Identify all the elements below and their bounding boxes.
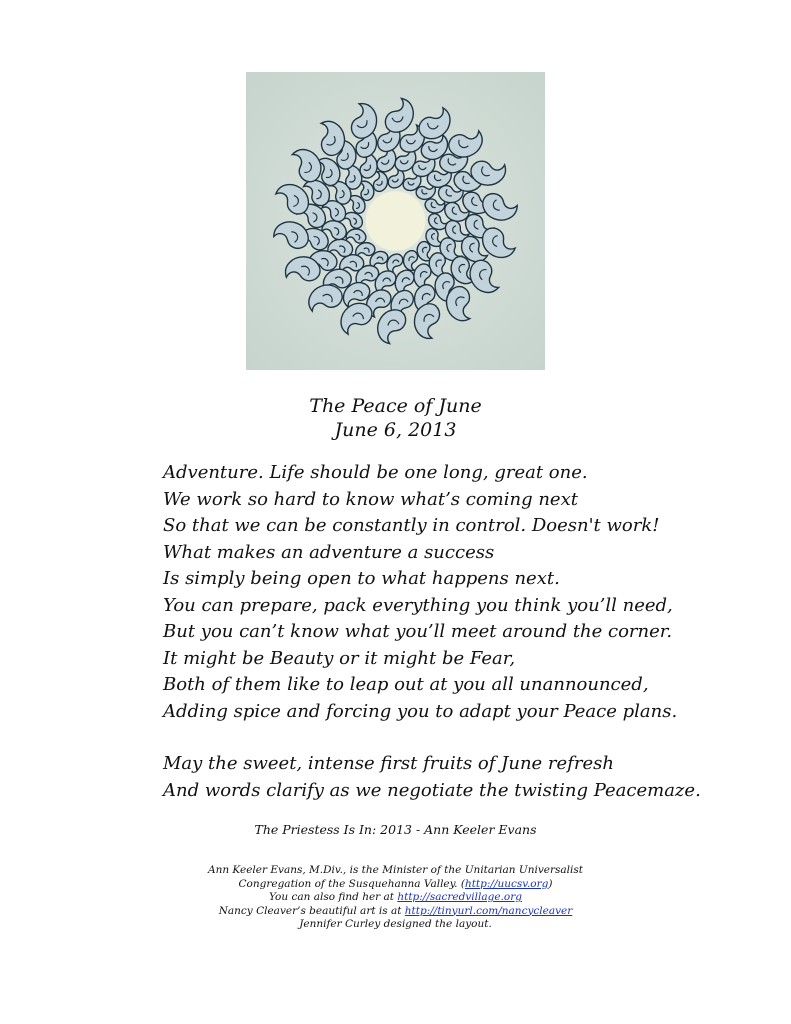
paisley-outer [375,307,408,346]
poem-line: Both of them like to leap out at you all unannounced, [163,674,649,695]
credit-layout: Jennifer Curley designed the layout. [299,918,492,930]
poem-line: Is simply being open to what happens next. [163,568,560,589]
paisley-outer [384,96,417,135]
poem-line: But you can’t know what you’ll meet around the corner. [163,621,673,642]
credit-sacredvillage [0,891,791,905]
nancycleaver-link[interactable]: http://tinyurl.com/nancycleaver [404,904,573,917]
poem-body [163,460,763,830]
poem-line: May the sweet, intense first fruits of June refresh [163,753,614,774]
credit-minister: Ann Keeler Evans, M.Div., is the Minister of the Unitarian Universalist [207,864,583,876]
credit-congregation-close: ) [548,877,553,890]
poem-line: Adding spice and forcing you to adapt your Peace plans. [163,700,678,722]
credit-congregation-text: Congregation of the Susquehanna Valley. ( [238,877,465,890]
paisley-outer [273,222,308,249]
poem-line: Adventure. Life should be one long, great one. [163,462,588,483]
credit-congregation [0,878,791,892]
mandala-center [366,191,426,251]
credit-artist-text: Nancy Cleaver’s beautiful art is at [218,904,405,917]
credits-block [0,864,791,932]
credit-sacredvillage-text: You can also find her at [269,891,398,903]
stanza-1 [163,460,763,725]
poem-line: It might be Beauty or it might be Fear, [163,647,516,669]
poem-line: And words clarify as we negotiate the twisting Peacemaze. [163,779,701,801]
poem-title: The Peace of June [309,395,482,417]
paisley-mandala-image [246,72,545,370]
stanza-2 [163,751,763,804]
poem-date: June 6, 2013 [334,419,457,441]
mandala-artwork [246,72,545,370]
poem-line: We work so hard to know what’s coming next [163,488,578,510]
poem-heading [0,394,791,442]
uucsv-link[interactable]: http://uucsv.org [464,877,549,890]
poem-line: What makes an adventure a success [163,541,495,563]
attribution-line: The Priestess Is In: 2013 - Ann Keeler Evans [254,822,537,837]
credit-artist [0,905,791,919]
poem-line: So that we can be constantly in control. Doesn't work! [163,515,660,536]
sacredvillage-link[interactable]: http://sacredvillage.org [397,891,522,903]
poem-line: You can prepare, pack everything you think you’ll need, [163,594,673,616]
paisley-outer [482,193,517,220]
